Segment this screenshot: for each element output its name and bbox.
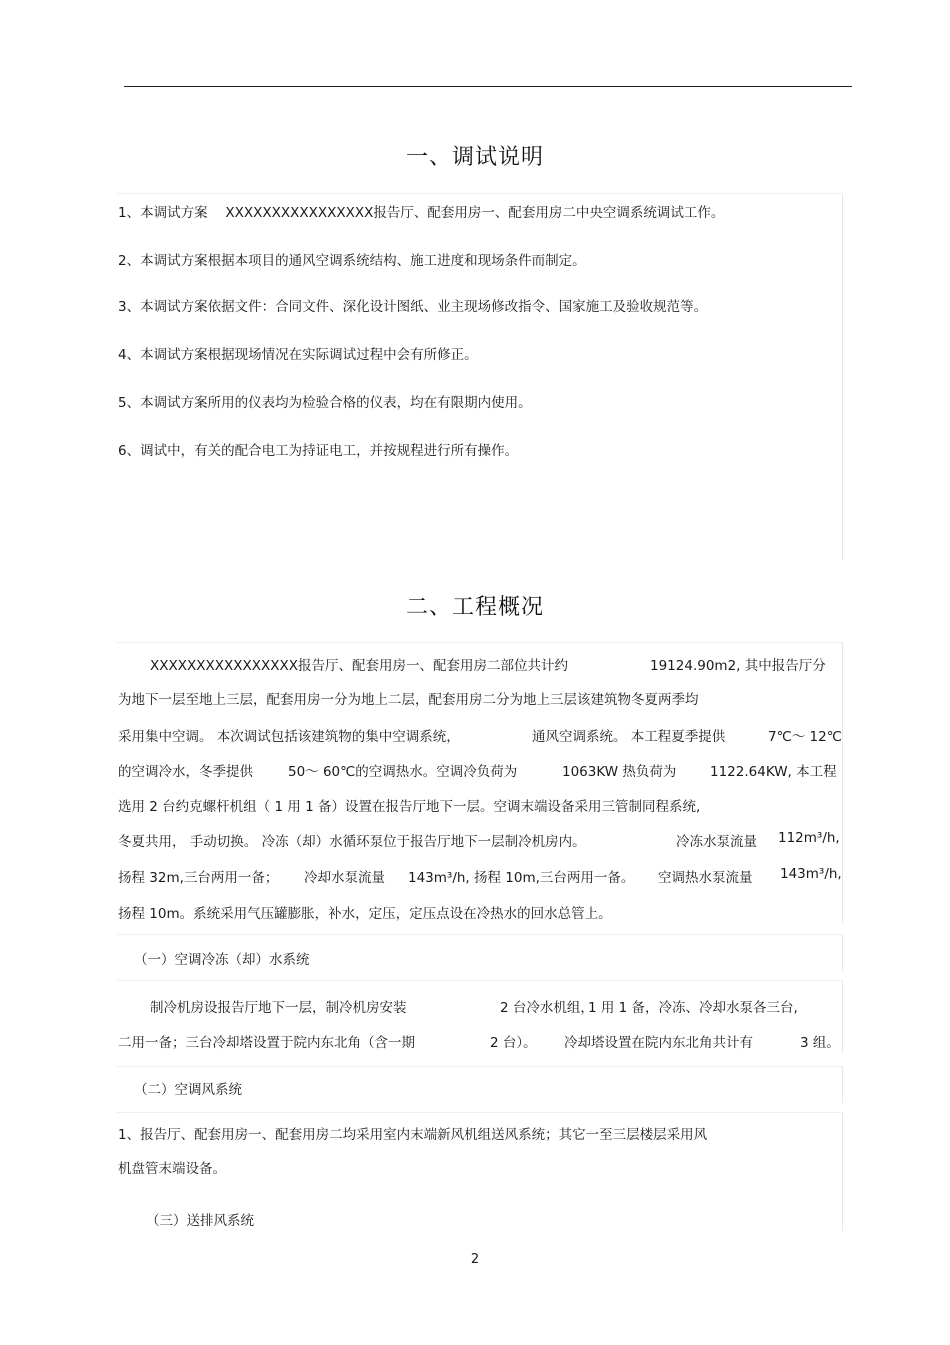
- overview-l4c: 1063KW 热负荷为: [562, 764, 677, 780]
- overview-l8: 扬程 10m。系统采用气压罐膨胀，补水，定压，定压点设在冷热水的回水总管上。: [118, 906, 612, 922]
- section1-title-text: 一、调试说明: [405, 145, 544, 170]
- section1-item-6: 6、调试中，有关的配合电工为持证电工，并按规程进行所有操作。: [118, 443, 519, 459]
- overview-l1a: XXXXXXXXXXXXXXXX报告厅、配套用房一、配套用房二部位共计约: [150, 658, 568, 674]
- overview-line-2: [118, 688, 842, 708]
- overview-l4d: 1122.64KW, 本工程: [710, 764, 837, 780]
- section2-title: 二、工程概况: [405, 595, 544, 620]
- sub1-l1a: 制冷机房设报告厅地下一层，制冷机房安装: [150, 1000, 407, 1016]
- overview-line-3: [118, 725, 842, 745]
- section1-item-1: 1、本调试方案 XXXXXXXXXXXXXXXX报告厅、配套用房一、配套用房二中央空调系统调试工作。: [118, 205, 725, 221]
- sub2-heading: （二）空调风系统: [134, 1082, 242, 1098]
- overview-l7e: 143m³/h,: [780, 866, 842, 882]
- overview-l6a: 冬夏共用， 手动切换。 冷冻（却）水循环泵位于报告厅地下一层制冷机房内。: [118, 834, 586, 850]
- overview-l7c: 143m³/h, 扬程 10m,三台两用一备。: [408, 870, 635, 886]
- overview-l1b: 19124.90m2, 其中报告厅分: [650, 658, 826, 674]
- header-rule: [124, 86, 852, 87]
- overview-l4a: 的空调冷水，冬季提供: [118, 764, 253, 780]
- sub1-line-2: [118, 1031, 842, 1051]
- section1-box: [116, 193, 843, 560]
- overview-line-4: [118, 760, 842, 780]
- section1-title: [0, 140, 950, 171]
- overview-line-1: [118, 654, 842, 674]
- sub1-l2d: 3 组。: [800, 1035, 840, 1051]
- overview-l4b: 50～ 60℃的空调热水。空调冷负荷为: [288, 764, 518, 780]
- overview-l7a: 扬程 32m,三台两用一备；: [118, 870, 279, 886]
- overview-l5: 选用 2 台约克螺杆机组（ 1 用 1 备）设置在报告厅地下一层。空调末端设备采用三管制同程系统,: [118, 799, 701, 815]
- sub1-l1c: 1 用 1 备，冷冻、冷却水泵各三台,: [588, 1000, 798, 1016]
- overview-l3b: 通风空调系统。 本工程夏季提供: [532, 729, 726, 745]
- sub2-line-2: 机盘管末端设备。: [118, 1161, 226, 1177]
- overview-l6b: 冷冻水泵流量: [676, 834, 757, 850]
- overview-line-8: [118, 902, 842, 922]
- overview-l3c: 7℃～ 12℃: [768, 729, 842, 745]
- overview-line-5: [118, 795, 842, 815]
- overview-line-6: [118, 830, 842, 850]
- sub3-heading: （三）送排风系统: [146, 1213, 254, 1229]
- page-number: 2: [470, 1252, 480, 1267]
- section1-item-5: 5、本调试方案所用的仪表均为检验合格的仪表，均在有限期内使用。: [118, 395, 532, 411]
- sub1-heading: （一）空调冷冻（却）水系统: [134, 952, 310, 968]
- sub1-line-1: [118, 996, 842, 1016]
- sub2-line-1: 1、报告厅、配套用房一、配套用房二均采用室内末端新风机组送风系统；其它一至三层楼层采用风: [118, 1127, 708, 1143]
- overview-line-7: [118, 866, 842, 886]
- overview-l3a: 采用集中空调。 本次调试包括该建筑物的集中空调系统，: [118, 729, 460, 745]
- sub1-l1b: 2 台冷水机组，: [500, 1000, 594, 1016]
- overview-l7d: 空调热水泵流量: [658, 870, 753, 886]
- section1-item-4: 4、本调试方案根据现场情况在实际调试过程中会有所修正。: [118, 347, 478, 363]
- section1-item-3: 3、本调试方案依据文件：合同文件、深化设计图纸、业主现场修改指令、国家施工及验收规范等。: [118, 299, 708, 315]
- overview-l7b: 冷却水泵流量: [304, 870, 385, 886]
- section1-item-2: 2、本调试方案根据本项目的通风空调系统结构、施工进度和现场条件而制定。: [118, 253, 586, 269]
- sub1-l2c: 冷却塔设置在院内东北角共计有: [564, 1035, 753, 1051]
- sub1-l2b: 2 台）。: [490, 1035, 537, 1051]
- overview-l2: 为地下一层至地上三层，配套用房一分为地上二层，配套用房二分为地上三层该建筑物冬夏两季均: [118, 692, 699, 708]
- overview-l6c: 112m³/h,: [778, 830, 840, 846]
- sub1-l2a: 二用一备；三台冷却塔设置于院内东北角（含一期: [118, 1035, 415, 1051]
